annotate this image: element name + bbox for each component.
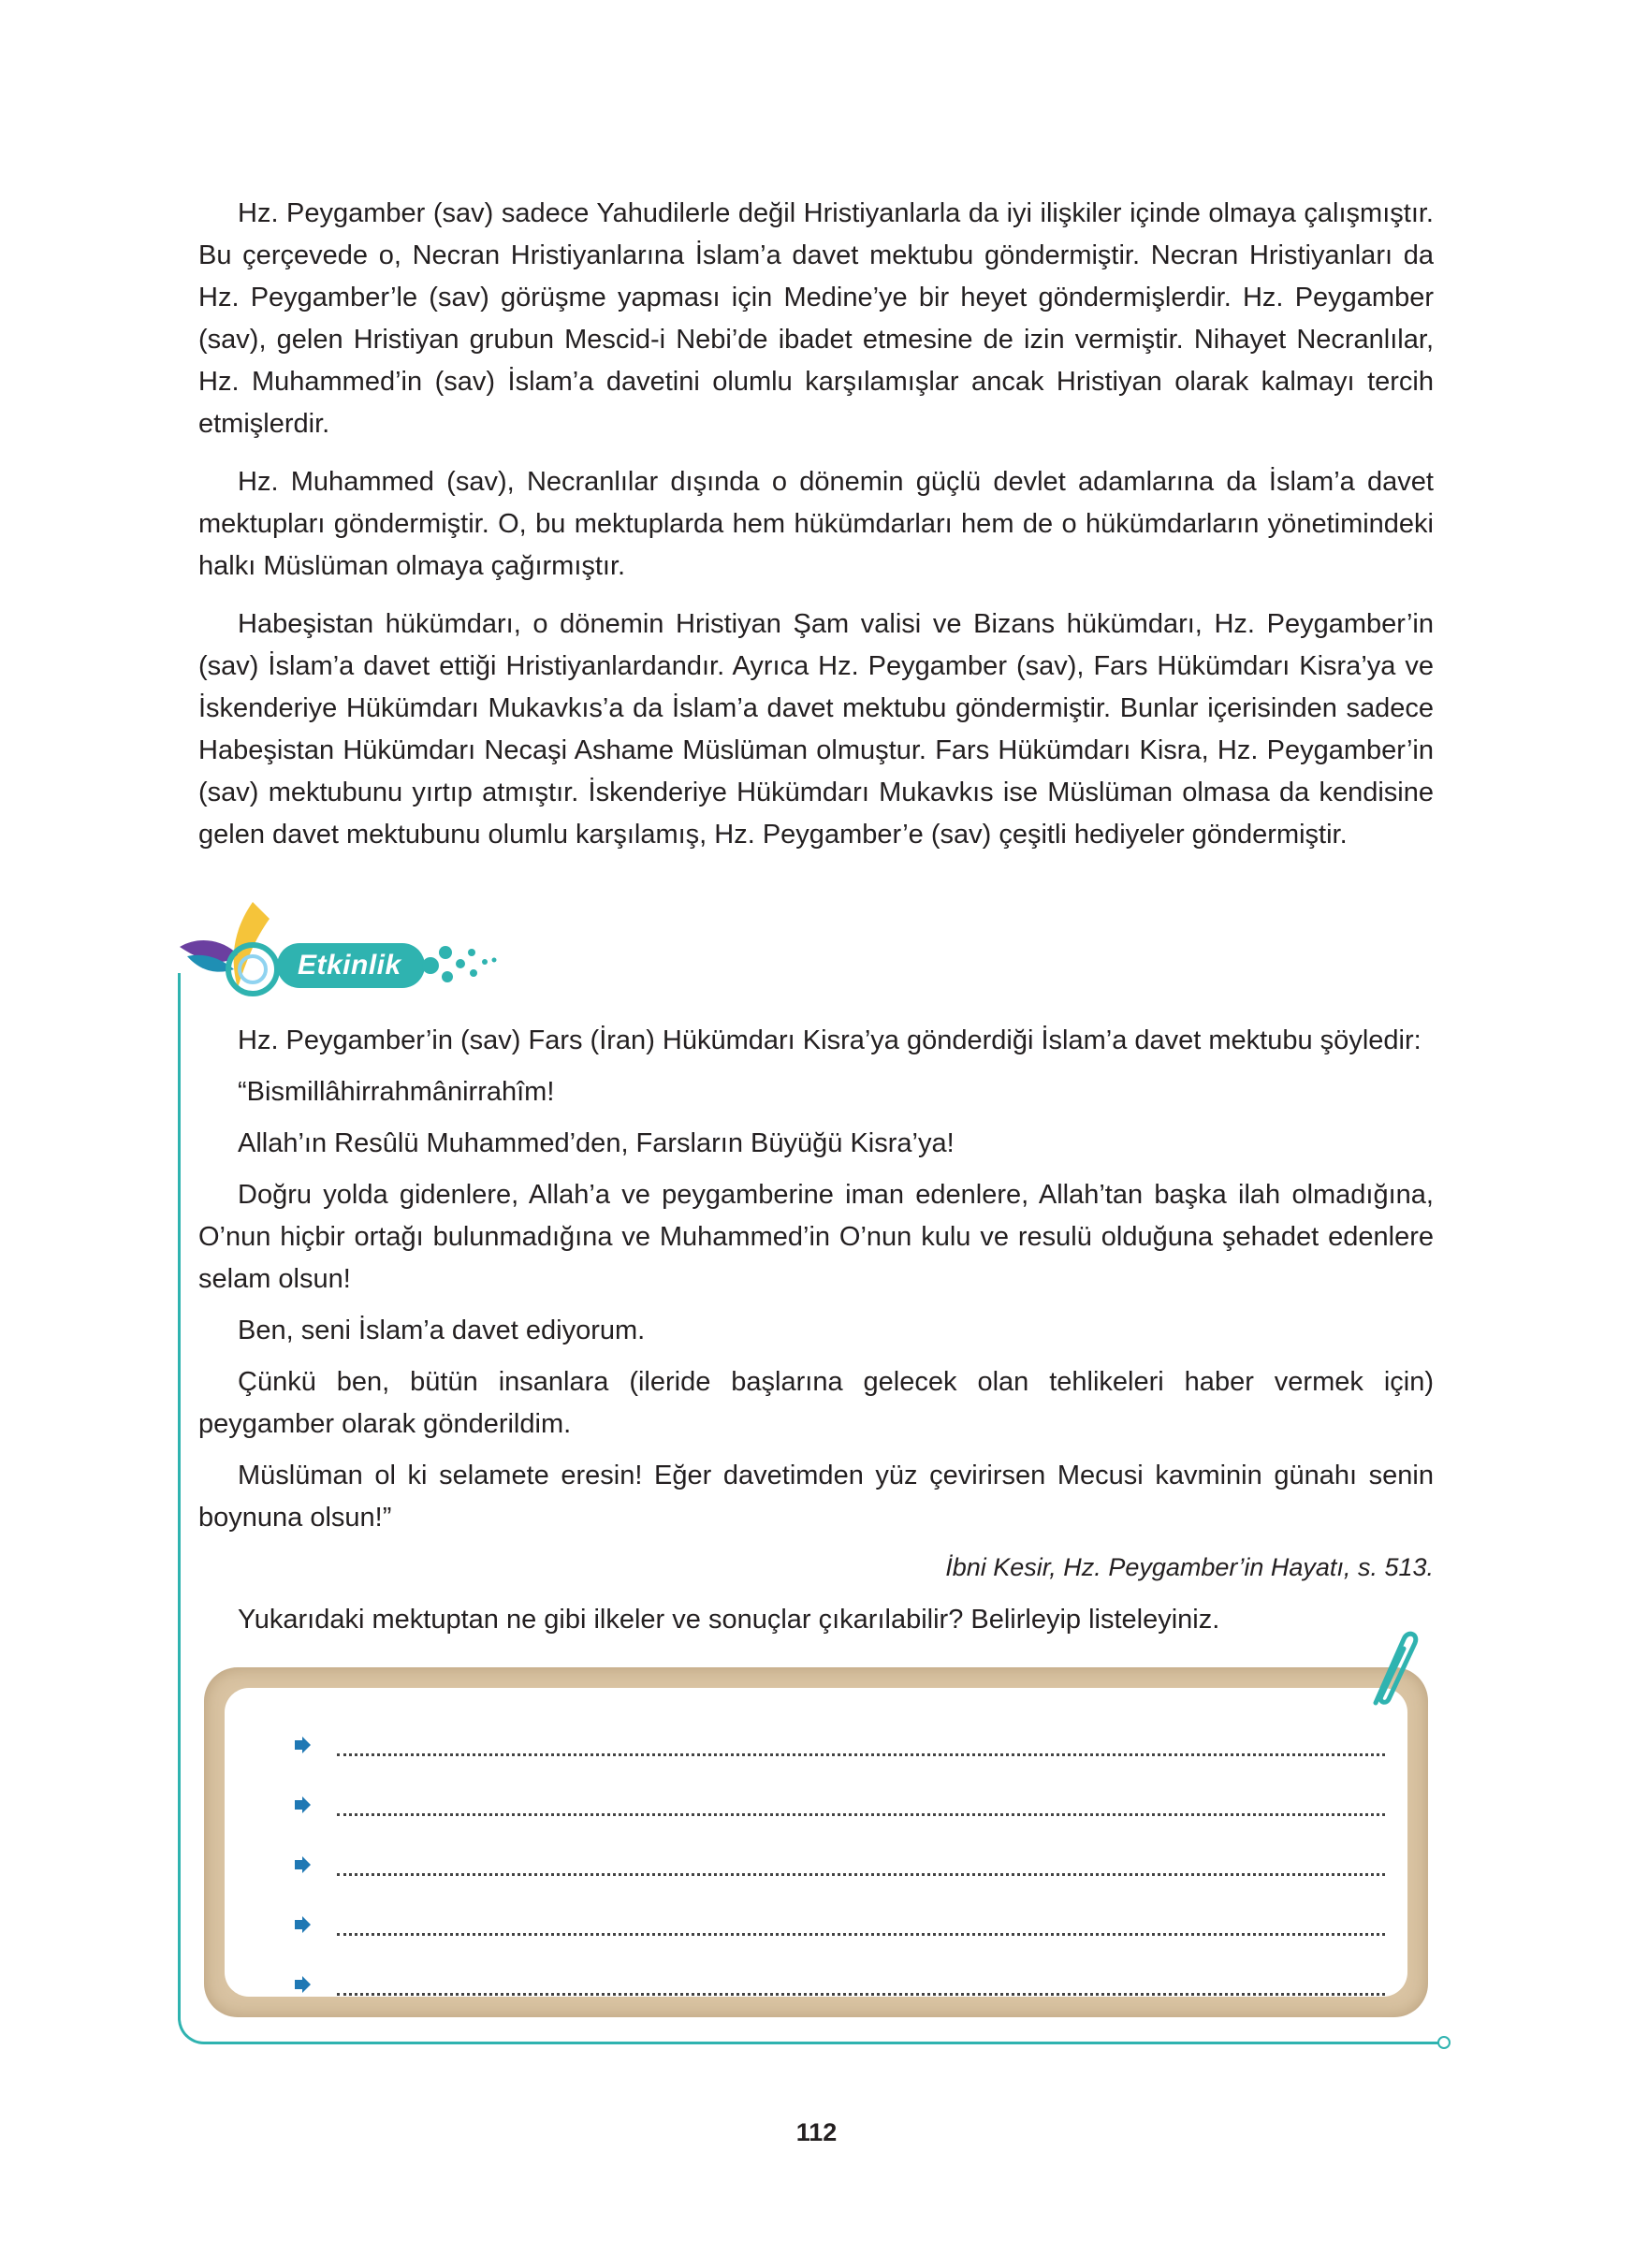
activity-question: Yukarıdaki mektuptan ne gibi ilkeler ve sonuçlar çıkarılabilir? Belirleyip listeleyiniz. (238, 1605, 1220, 1635)
arrow-right-icon (292, 1735, 313, 1755)
answer-line[interactable] (292, 1907, 1396, 1944)
letter-line: Allah’ın Resûlü Muhammed’den, Farsların Büyüğü Kisra’ya! (238, 1128, 955, 1158)
arrow-right-icon (292, 1795, 313, 1815)
answer-area (225, 1688, 1407, 1997)
answer-line[interactable] (292, 1787, 1396, 1825)
letter-line: Çünkü ben, bütün insanlara (ileride başlarına gelecek olan tehlikeleri haber vermek için) peygamber olarak gönderildim. (198, 1367, 1434, 1439)
page-number: 112 (795, 2118, 838, 2146)
activity-content (198, 1020, 1434, 1650)
answer-line[interactable] (292, 1967, 1396, 2004)
paragraph: Hz. Peygamber (sav) sadece Yahudilerle değil Hristiyanlarla da iyi ilişkiler içinde olmaya çalışmıştır. Bu çerçevede o, Necran Hristiyanlarına İslam’a davet mektubu göndermiştir. Necran Hristiyanları da Hz. Peygamber’le (sav) görüşme yapması için Medine’ye bir heyet göndermişlerdir. Hz. Peygamber (sav), gelen Hristiyan grubun Mescid-i Nebi’de ibadet etmesine de izin vermiştir. Nihayet Necranlılar, Hz. Muhammed’in (sav) İslam’a davetini olumlu karşılamışlar ancak Hristiyan olarak kalmayı tercih etmişlerdir. (198, 198, 1434, 439)
frame-end-dot (1437, 2036, 1451, 2049)
letter-source: İbni Kesir, Hz. Peygamber’in Hayatı, s. 513. (945, 1553, 1434, 1581)
paragraph: Habeşistan hükümdarı, o dönemin Hristiyan Şam valisi ve Bizans hükümdarı, Hz. Peygamber’in (sav) İslam’a davet ettiği Hristiyanlardandır. Ayrıca Hz. Peygamber (sav), Fars Hükümdarı Kisra’ya ve İskenderiye Hükümdarı Mukavkıs’a da İslam’a davet mektubu göndermiştir. Bunlar içerisinden sadece Habeşistan Hükümdarı Necaşi Ashame Müslüman olmuştur. Fars Hükümdarı Kisra, Hz. Peygamber’in (sav) mektubunu yırtıp atmıştır. İskenderiye Hükümdarı Mukavkıs ise Müslüman olmasa da kendisine gelen davet mektubunu olumlu karşılamış, Hz. Peygamber’e (sav) çeşitli hediyeler göndermiştir. (198, 609, 1434, 850)
letter-line: Doğru yolda gidenlere, Allah’a ve peygamberine iman edenlere, Allah’tan başka ilah olmadığına, O’nun hiçbir ortağı bulunmadığına ve Muhammed’in O’nun kulu ve resulü olduğuna şehadet edenlere selam olsun! (198, 1180, 1434, 1294)
arrow-right-icon (292, 1974, 313, 1995)
paragraph: Hz. Muhammed (sav), Necranlılar dışında o dönemin güçlü devlet adamlarına da İslam’a davet mektupları göndermiştir. O, bu mektuplarda hem hükümdarları hem de o hükümdarların yönetimindeki halkı Müslüman olmaya çağırmıştır. (198, 467, 1434, 581)
main-text (198, 193, 1434, 872)
answer-line[interactable] (292, 1847, 1396, 1884)
activity-title: Etkinlik (298, 950, 401, 981)
answer-line[interactable] (292, 1727, 1396, 1765)
letter-line: “Bismillâhirrahmânirrahîm! (238, 1077, 555, 1107)
arrow-right-icon (292, 1914, 313, 1935)
paperclip-icon (1355, 1626, 1421, 1710)
answer-box (204, 1667, 1428, 2017)
letter-intro: Hz. Peygamber’in (sav) Fars (İran) Hükümdarı Kisra’ya gönderdiği İslam’a davet mektubu şöyledir: (238, 1025, 1422, 1055)
arrow-right-icon (292, 1854, 313, 1875)
letter-line: Müslüman ol ki selamete eresin! Eğer davetimden yüz çevirirsen Mecusi kavminin günahı senin boynuna olsun!” (198, 1461, 1434, 1533)
letter-line: Ben, seni İslam’a davet ediyorum. (238, 1316, 646, 1345)
